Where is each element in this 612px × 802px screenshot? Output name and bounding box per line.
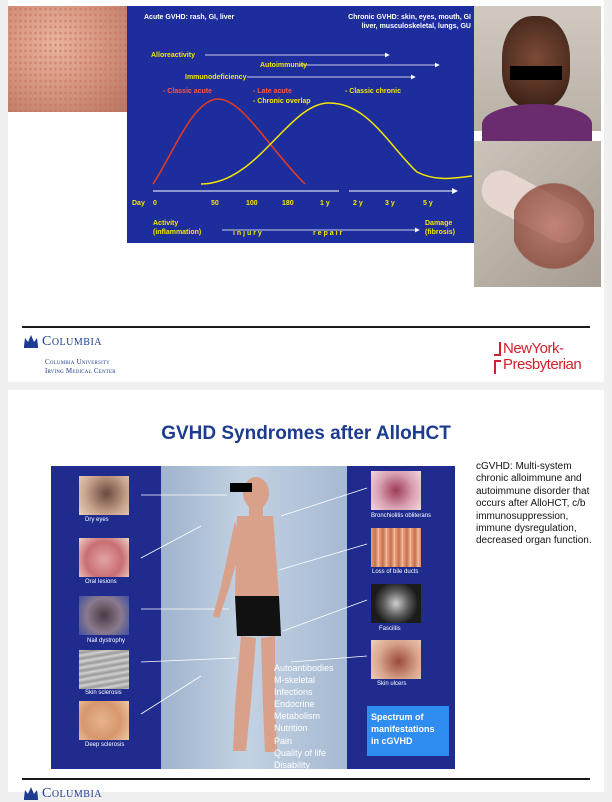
cgvhd-manifestations-panel	[51, 466, 455, 769]
bronchiolitis-caption: Bronchiolitis obliterans	[371, 513, 432, 519]
columbia-university: Columbia University	[45, 358, 110, 366]
classic-chronic-label: - Classic chronic	[345, 88, 402, 95]
oral-lesions-thumb	[79, 538, 129, 577]
chronic-curve	[201, 103, 472, 184]
repair-label: r e p a i r	[313, 230, 343, 237]
skin-sclerosis-thumb	[79, 650, 129, 689]
tick-2y: 2 y	[353, 200, 363, 207]
tick-100: 100	[246, 200, 258, 207]
footer-divider	[22, 778, 590, 780]
fasciitis-caption: Fasciitis	[379, 626, 401, 632]
footer-divider	[22, 326, 590, 328]
arm-sclerosis-photo	[474, 141, 601, 287]
facial-gvhd-photo	[474, 6, 601, 131]
slide-1	[8, 0, 604, 382]
nyp-line-2: Presbyterian	[503, 356, 582, 373]
late-acute-label: - Late acute	[253, 88, 292, 95]
chronic-overlap-label: - Chronic overlap	[253, 98, 311, 105]
list-item: Endocrine	[274, 699, 315, 710]
list-item: Quality of life	[274, 747, 327, 758]
crown-icon	[23, 786, 39, 800]
activity-label: Activity (inflammation)	[153, 220, 202, 236]
fasciitis-thumb	[371, 584, 421, 623]
tick-5y: 5 y	[423, 200, 433, 207]
timeline-graphic	[127, 6, 474, 243]
list-item: Infections	[274, 687, 313, 698]
bile-ducts-thumb	[371, 528, 421, 567]
list-item: M-skeletal	[274, 675, 316, 686]
acute-curve	[153, 99, 305, 184]
slide-title: GVHD Syndromes after AlloHCT	[161, 423, 451, 444]
tick-0: 0	[153, 200, 157, 207]
privacy-bar	[230, 483, 252, 492]
tick-3y: 3 y	[385, 200, 395, 207]
columbia-logo	[23, 334, 183, 378]
list-item: Disability	[274, 759, 311, 770]
columbia-irving: Irving Medical Center	[45, 367, 116, 375]
skin-ulcers-caption: Skin ulcers	[377, 681, 407, 687]
day-label: Day	[132, 200, 145, 207]
deep-sclerosis-caption: Deep sclerosis	[85, 742, 125, 748]
tick-50: 50	[211, 200, 219, 207]
gvhd-timeline-panel	[127, 6, 474, 243]
list-item: Pain	[274, 735, 293, 746]
manifestation-list	[274, 662, 334, 771]
classic-acute-label: - Classic acute	[163, 88, 213, 95]
crown-icon	[23, 334, 39, 348]
list-item: Autoantibodies	[274, 663, 334, 673]
slide-2	[8, 390, 604, 801]
deep-sclerosis-thumb	[79, 701, 129, 740]
cgvhd-definition: cGVHD: Multi-system chronic alloimmune and autoimmune disorder that occurs after AlloHCT, c/b immunosuppression, immune dysregulation, decreased organ function.	[476, 461, 592, 547]
list-item: Nutrition	[274, 723, 308, 734]
skin-ulcers-thumb	[371, 640, 421, 679]
alloreactivity-label: Alloreactivity	[151, 52, 195, 59]
acute-gvhd-header: Acute GVHD: rash, GI, liver	[144, 14, 235, 21]
spectrum-label-box: Spectrum of manifestations in cGVHD	[367, 706, 449, 756]
rash-back-photo	[8, 6, 127, 112]
autoimmunity-label: Autoimmunity	[260, 62, 308, 69]
dry-eyes-thumb	[79, 476, 129, 515]
nail-dystrophy-thumb	[79, 596, 129, 635]
nyp-line-1: NewYork-	[503, 340, 564, 357]
newyork-presbyterian-logo	[491, 340, 591, 378]
oral-lesions-caption: Oral lesions	[85, 579, 117, 585]
columbia-name: Columbia	[42, 786, 103, 801]
bile-ducts-caption: Loss of bile ducts	[372, 569, 419, 575]
dry-eyes-caption: Dry eyes	[85, 517, 109, 523]
chronic-gvhd-header: Chronic GVHD: skin, eyes, mouth, GI liver, musculoskeletal, lungs, GU	[348, 14, 471, 30]
damage-label: Damage (fibrosis)	[425, 220, 455, 236]
columbia-logo	[23, 786, 183, 801]
immunodeficiency-label: Immunodeficiency	[185, 74, 247, 81]
columbia-name: Columbia	[42, 334, 103, 349]
nail-dystrophy-caption: Nail dystrophy	[87, 638, 126, 644]
skin-sclerosis-caption: Skin sclerosis	[85, 690, 122, 696]
privacy-bar	[510, 66, 562, 80]
list-item: Metabolism	[274, 711, 321, 722]
tick-1y: 1 y	[320, 200, 330, 207]
injury-label: i n j u r y	[233, 230, 262, 237]
tick-180: 180	[282, 200, 294, 207]
bronchiolitis-thumb	[371, 471, 421, 510]
